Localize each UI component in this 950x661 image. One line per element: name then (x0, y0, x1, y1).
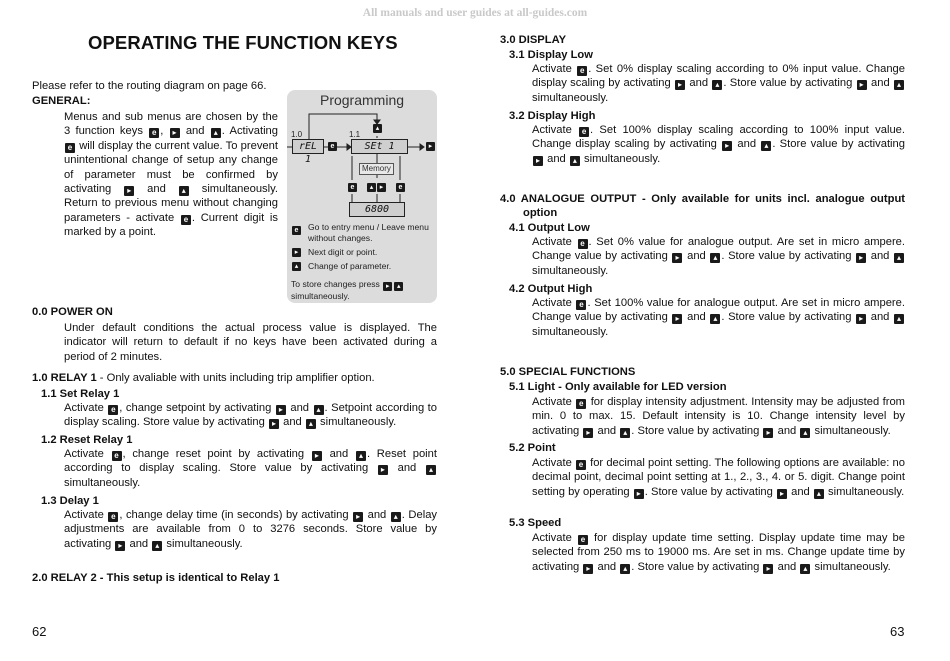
arrow-up-key-icon: ▴ (179, 186, 189, 196)
arrow-up-key-icon: ▴ (710, 253, 720, 263)
s30-heading: 3.0 DISPLAY (500, 34, 567, 46)
arrow-right-key-icon: ▸ (276, 405, 286, 415)
lcd-rel1: rEL 1 (292, 139, 324, 154)
enter-key-icon: e (396, 183, 405, 192)
arrow-right-key-icon: ▸ (634, 489, 644, 499)
s12-text: Activate e , change reset point by activating ▸ and ▴ . Reset point according to display scaling. Store value by activating ▸ and ▴ simultaneously. (64, 448, 437, 489)
enter-key-icon: e (328, 142, 337, 151)
arrow-up-key-icon: ▴ (712, 80, 722, 90)
arrow-up-key-icon: ▴ (620, 564, 630, 574)
arrow-up-key-icon: ▴ (710, 314, 720, 324)
arrow-up-key-icon: ▴ (394, 282, 403, 291)
arrow-up-key-icon: ▴ (367, 183, 376, 192)
s52-text: Activate e for decimal point setting. The following options are available: no decimal point, decimal point setting at 1., 2., 3., 4. or 5. digit. Change point setting by operating ▸ . Store value by activating ▸ and ▴ simultaneously. (532, 457, 905, 498)
arrow-up-key-icon: ▴ (894, 253, 904, 263)
arrow-up-key-icon: ▴ (391, 512, 401, 522)
s52-heading: 5.2 Point (509, 442, 556, 454)
arrow-right-key-icon: ▸ (426, 142, 435, 151)
s12-heading: 1.2 Reset Relay 1 (41, 434, 133, 446)
enter-key-icon: e (578, 239, 588, 249)
s42-text: Activate e . Set 100% value for analogue output. Are set in micro ampere. Change value by activating ▸ and ▴ . Store value by activating ▸ and ▴ simultaneously. (532, 297, 905, 338)
enter-key-icon: e (181, 215, 191, 225)
s51-heading: 5.1 Light - Only available for LED version (509, 381, 727, 393)
arrow-up-key-icon: ▴ (761, 141, 771, 151)
enter-key-icon: e (149, 128, 159, 138)
arrow-right-key-icon: ▸ (378, 465, 388, 475)
enter-key-icon: e (579, 127, 589, 137)
programming-diagram (287, 90, 437, 303)
arrow-right-key-icon: ▸ (583, 428, 593, 438)
arrow-right-key-icon: ▸ (672, 253, 682, 263)
arrow-up-key-icon: ▴ (800, 428, 810, 438)
lcd-set1: SEt 1 (351, 139, 408, 154)
arrow-up-key-icon: ▴ (314, 405, 324, 415)
general-text: Menus and sub menus are chosen by the 3 function keys e , ▸ and ▴ . Activating e will display the current value. To prevent unintentional change of setup any change of parameter must be confirmed by activating ▸ and ▴ simultaneously. Return to previous menu without changing parameters - activate e . Current digit is marked by a point. (64, 111, 278, 239)
enter-key-icon: e (576, 399, 586, 409)
arrow-right-key-icon: ▸ (722, 141, 732, 151)
arrow-up-key-icon: ▴ (800, 564, 810, 574)
enter-key-icon: e (348, 183, 357, 192)
arrow-up-key-icon: ▴ (894, 80, 904, 90)
arrow-right-key-icon: ▸ (857, 80, 867, 90)
enter-key-icon: e (577, 66, 587, 76)
enter-key-icon: e (576, 460, 586, 470)
arrow-right-key-icon: ▸ (583, 564, 593, 574)
arrow-up-key-icon: ▴ (426, 465, 436, 475)
arrow-up-key-icon: ▴ (620, 428, 630, 438)
enter-key-icon: e (108, 405, 118, 415)
arrow-right-key-icon: ▸ (115, 541, 125, 551)
arrow-right-key-icon: ▸ (856, 314, 866, 324)
arrow-up-key-icon: ▴ (814, 489, 824, 499)
arrow-up-key-icon: ▴ (292, 262, 301, 271)
arrow-right-key-icon: ▸ (763, 564, 773, 574)
arrow-right-key-icon: ▸ (170, 128, 180, 138)
s10-heading: 1.0 RELAY 1 - Only avaliable with units including trip amplifier option. (32, 372, 375, 384)
arrow-right-key-icon: ▸ (533, 156, 543, 166)
arrow-right-key-icon: ▸ (377, 183, 386, 192)
diagram-title: Programming (319, 92, 405, 108)
legend-next: Next digit or point. (308, 247, 378, 257)
s51-text: Activate e for display intensity adjustment. Intensity may be adjusted from min. 0 to max. 15. Default intensity is 10. Change intensity level by activating ▸ and ▴ . Store value by activating ▸ and ▴ simultaneously. (532, 396, 905, 437)
arrow-right-key-icon: ▸ (777, 489, 787, 499)
memory-label: Memory (359, 163, 394, 175)
s11-text: Activate e , change setpoint by activating ▸ and ▴ . Setpoint according to display scaling. Store value by activating ▸ and ▴ simultaneously. (64, 402, 437, 429)
s20-heading: 2.0 RELAY 2 - This setup is identical to Relay 1 (32, 572, 280, 584)
enter-key-icon: e (65, 143, 75, 153)
arrow-right-key-icon: ▸ (675, 80, 685, 90)
s00-heading: 0.0 POWER ON (32, 306, 113, 318)
s00-text: Under default conditions the actual process value is displayed. The indicator will return to default if no keys have been activated during a period of 2 minutes. (64, 322, 437, 363)
enter-key-icon: e (108, 512, 118, 522)
arrow-right-key-icon: ▸ (292, 248, 301, 257)
page-title: OPERATING THE FUNCTION KEYS (88, 32, 398, 53)
enter-key-icon: e (292, 226, 301, 235)
label-1-0: 1.0 (291, 130, 303, 139)
page-number-right: 63 (890, 624, 905, 639)
arrow-right-key-icon: ▸ (269, 419, 279, 429)
s53-heading: 5.3 Speed (509, 517, 562, 529)
arrow-up-key-icon: ▴ (152, 541, 162, 551)
arrow-up-key-icon: ▴ (570, 156, 580, 166)
legend-enter: Go to entry menu / Leave menu without changes. (308, 222, 429, 243)
s11-heading: 1.1 Set Relay 1 (41, 388, 120, 400)
arrow-right-key-icon: ▸ (672, 314, 682, 324)
s42-heading: 4.2 Output High (509, 283, 593, 295)
s50-heading: 5.0 SPECIAL FUNCTIONS (500, 366, 636, 378)
arrow-up-key-icon: ▴ (306, 419, 316, 429)
s31-heading: 3.1 Display Low (509, 49, 593, 61)
page-number-left: 62 (32, 624, 47, 639)
arrow-up-key-icon: ▴ (356, 451, 366, 461)
arrow-up-key-icon: ▴ (211, 128, 221, 138)
general-heading: GENERAL: (32, 95, 91, 107)
legend-change: Change of parameter. (308, 261, 392, 271)
s13-text: Activate e , change delay time (in seconds) by activating ▸ and ▴ . Delay adjustments are available from 0 to 3276 seconds. Store value by activating ▸ and ▴ simultaneously. (64, 509, 438, 550)
s32-heading: 3.2 Display High (509, 110, 596, 122)
legend-store: To store changes press ▸ ▴ simultaneously. (291, 279, 404, 302)
watermark: All manuals and user guides at all-guides.com (362, 7, 588, 19)
lcd-value: 6800 (349, 202, 405, 217)
label-1-1: 1.1 (349, 130, 361, 139)
arrow-up-key-icon: ▴ (894, 314, 904, 324)
arrow-right-key-icon: ▸ (856, 253, 866, 263)
s31-text: Activate e . Set 0% display scaling according to 0% input value. Change display scaling by activating ▸ and ▴ . Store value by activating ▸ and ▴ simultaneously. (532, 63, 905, 104)
intro-text: Please refer to the routing diagram on page 66. (32, 80, 267, 92)
enter-key-icon: e (578, 535, 588, 545)
enter-key-icon: e (576, 300, 586, 310)
arrow-right-key-icon: ▸ (353, 512, 363, 522)
arrow-up-key-icon: ▴ (373, 124, 382, 133)
s41-text: Activate e . Set 0% value for analogue output. Are set in micro ampere. Change value by activating ▸ and ▴ . Store value by activating ▸ and ▴ simultaneously. (532, 236, 906, 277)
enter-key-icon: e (112, 451, 122, 461)
arrow-right-key-icon: ▸ (312, 451, 322, 461)
s32-text: Activate e . Set 100% display scaling according to 100% input value. Change display scaling by activating ▸ and ▴ . Store value by activating ▸ and ▴ simultaneously. (532, 124, 905, 165)
s41-heading: 4.1 Output Low (509, 222, 590, 234)
s13-heading: 1.3 Delay 1 (41, 495, 99, 507)
s40-heading: 4.0 ANALOGUE OUTPUT - Only available for units incl. analogue output option (500, 193, 905, 220)
s53-text: Activate e for display update time setting. Display update time may be selected from 250 ms to 19000 ms. Are set in ms. Change update time by activating ▸ and ▴ . Store value by activating ▸ and ▴ simultaneously. (532, 532, 906, 573)
arrow-right-key-icon: ▸ (763, 428, 773, 438)
arrow-right-key-icon: ▸ (383, 282, 392, 291)
arrow-right-key-icon: ▸ (124, 186, 134, 196)
